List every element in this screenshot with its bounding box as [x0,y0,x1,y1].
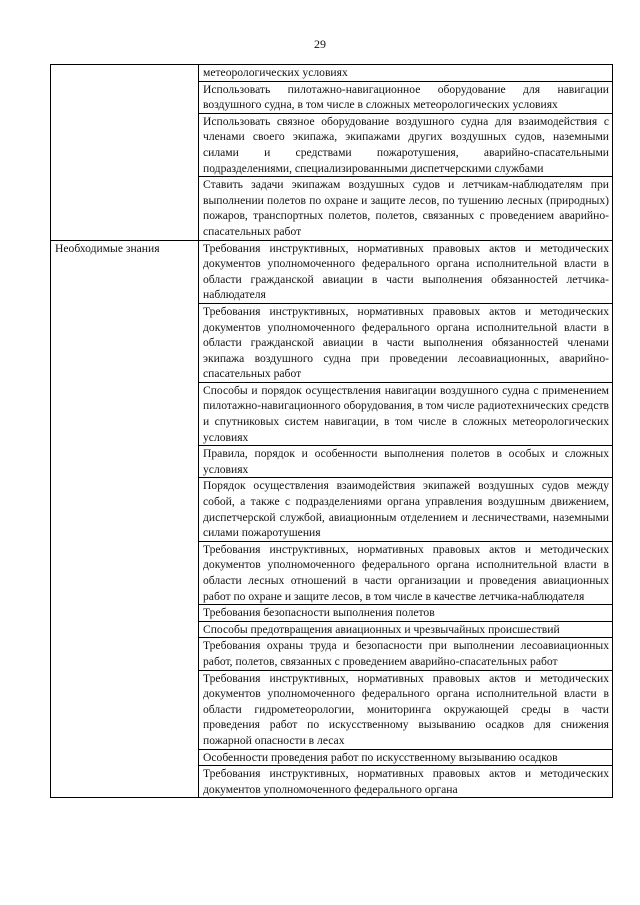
knowledge-text: Правила, порядок и особенности выполнения полетов в особых и сложных условиях [203,447,609,476]
skill-text: Использовать связное оборудование воздушного судна для взаимодействия с членами своего экипажа, экипажами других воздушных судов, наземными силами и средствами пожаротушения, аварийно-спасательными подразделениями, специализированными диспетчерскими службами [203,114,609,175]
table-cell [199,177,613,240]
knowledge-text: Требования инструктивных, нормативных правовых актов и методических документов уполномоченного федерального органа исполнительной власти в области гражданской авиации в части выполнения обязанностей летчика-наблюдателя [203,241,609,302]
table-cell [199,303,613,382]
skill-text: Использовать пилотажно-навигационное оборудование для навигации воздушного судна, в том числе в сложных метеорологических условиях [203,82,609,112]
table-cell [199,621,613,638]
knowledge-text: Требования охраны труда и безопасности при выполнении лесоавиационных работ, полетов, связанных с проведением аварийно-спасательных работ [203,639,609,668]
knowledge-label: Необходимые знания [55,241,160,255]
table-cell [199,541,613,604]
table-cell [199,478,613,541]
table-row [51,65,613,82]
table-cell [199,749,613,766]
knowledge-text: Способы предотвращения авиационных и чрезвычайных происшествий [203,622,560,636]
table-cell [199,240,613,303]
knowledge-text: Порядок осуществления взаимодействия экипажей воздушных судов между собой, а также с подразделениями органа управления воздушным движением, диспетчерской службой, авиационным отделением и лесничествами, наземными силами пожаротушения [203,479,609,540]
knowledge-text: Требования инструктивных, нормативных правовых актов и методических документов уполномоченного федерального органа исполнительной власти в области гидрометеорологии, мониторинга окружающей среды в части проведения работ по искусственному вызыванию осадков для снижения пожарной опасности в лесах [203,671,609,747]
knowledge-text: Требования инструктивных, нормативных правовых актов и методических документов уполномоченного федерального органа [203,767,609,796]
table-cell [199,766,613,798]
page-number: 29 [314,37,326,51]
competency-table [50,64,613,798]
table-cell [199,382,613,445]
skill-text: метеорологических условиях [203,66,348,79]
knowledge-text: Требования безопасности выполнения полетов [203,606,435,620]
knowledge-label-cell [51,240,199,798]
table-row [51,240,613,303]
knowledge-text: Способы и порядок осуществления навигации воздушного судна с применением пилотажно-навигационного оборудования, в том числе радиотехнических средств и спутниковых систем навигации, в том числе в сложных метеорологических условиях [203,383,610,444]
table-cell [199,670,613,749]
knowledge-text: Требования инструктивных, нормативных правовых актов и методических документов уполномоченного федерального органа исполнительной власти в области лесных отношений в части организации и проведения авиационных работ по охране и защите лесов, в том числе в качестве летчика-наблюдателя [203,542,609,603]
knowledge-text: Особенности проведения работ по искусственному вызыванию осадков [203,750,558,764]
table-cell [199,605,613,622]
table-cell [199,638,613,670]
table-cell [199,113,613,176]
table-cell [199,65,613,82]
knowledge-text: Требования инструктивных, нормативных правовых актов и методических документов уполномоченного федерального органа исполнительной власти в области гражданской авиации в части выполнения обязанностей членами экипажа воздушного судна при проведении лесоавиационных, аварийно-спасательных работ [203,304,609,381]
skills-label-cell [51,65,199,241]
table-cell [199,81,613,113]
skill-text: Ставить задачи экипажам воздушных судов и летчикам-наблюдателям при выполнении полетов по охране и защите лесов, по тушению лесных (природных) пожаров, транспортных полетов, полетов, связанных с проведением аварийно-спасательных работ [203,178,609,238]
table-cell [199,446,613,478]
